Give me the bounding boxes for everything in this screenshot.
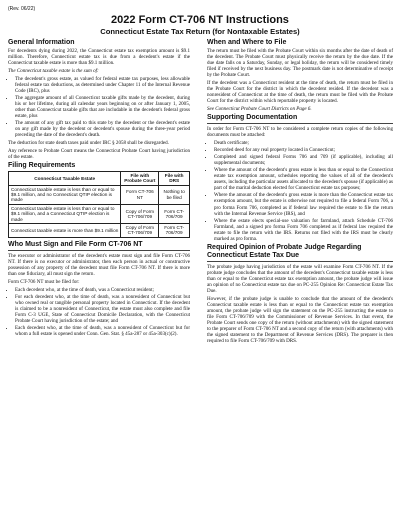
right-column [207, 39, 393, 346]
table-cell: Copy of Form CT-706/709 [121, 204, 159, 223]
general-info-paragraph: For decedents dying during 2022, the Connecticut estate tax exemption amount is $9.1 million. Therefore, Connecticut estate tax is due from a decedent's estate if the Connecticut taxable estate is more than $9.1 million. [8, 47, 190, 66]
taxable-estate-intro: The Connecticut taxable estate is the sum of: [8, 67, 99, 74]
table-row [9, 204, 190, 223]
list-item: • Recorded deed for any real property located in Connecticut; [214, 147, 393, 153]
list-item: • Where the amount of the decedent's gross estate is less than or equal to the Connecticut estate tax exemption amount, schedules reporting the values of all of the decedent's assets, including the particular assets allocated to the decedent's spouse (if applicable) as part of the marital deduction elected for Connecticut estate tax purposes; [214, 167, 393, 191]
list-item: • Where the amount of the decedent's gross estate is more than the Connecticut estate tax exemption amount, but the estate is otherwise not required to file a federal Form 706, a pro forma Form 706, completed as if federal law required the estate to file the return with the Internal Revenue Service (IRS), and [214, 192, 393, 216]
supporting-docs-intro: In order for Form CT-706 NT to be considered a complete return copies of the following documents must be attached: [207, 125, 393, 139]
opinion-paragraph-2: However, if the probate judge is unable to conclude that the amount of the decedent's Connecticut taxable estate is less than or equal to the Connecticut estate tax exemption amount, the probate judge will sign the statement on the PC-255 instructing the estate to file Form CT-706/709 with the Commissioner of Revenue Services. In that event, the Probate Court sends one copy of the return (without attachments) with the signed statement to the preparer of Form CT-706 NT and a second copy of the return (with attachments) with the signed statement to the Department of Revenue Services (DRS). The preparer is then required to file Form CT-706/709 with DRS. [207, 296, 393, 345]
taxable-estate-list [8, 76, 190, 138]
page-title: 2022 Form CT-706 NT Instructions [111, 14, 289, 26]
list-item: • Death certificate; [214, 140, 393, 146]
table-cell: Form CT-706/709 [159, 204, 190, 223]
list-item: • Where the estate elects special-use valuation for farmland, attach Schedule CT-706 Farmland, and a signed pro forma Form 706 completed as if federal law required the estate to file the return with the IRS. Returns not filed with the IRS must be clearly marked as pro forma. [214, 218, 393, 242]
list-item: • Each decedent who, at the time of death, was a nonresident of Connecticut but for whom a full estate is opened under Conn. Gen. Stat. § 45a-287 or 45a-303(c)(2). [15, 325, 190, 337]
table-cell: Connecticut taxable estate is more than $9.1 million [9, 224, 121, 238]
who-must-sign-heading: Who Must Sign and File Form CT-706 NT [8, 240, 143, 248]
districts-reference: See Connecticut Probate Court Districts on Page 6. [207, 105, 312, 112]
filing-requirements-heading: Filing Requirements [8, 162, 76, 170]
list-item: • The decedent's gross estate, as valued for federal estate tax purposes, less allowable federal estate tax deductions, as determined under Chapter 11 of the Internal Revenue Code (IRC), plus [15, 76, 190, 94]
table-cell: Connecticut taxable estate is less than or equal to $9.1 million, and a Connecticut QTIP election is made [9, 204, 121, 223]
opinion-paragraph: The probate judge having jurisdiction of the estate will examine Form CT-706 NT. If the probate judge concludes that the amount of the decedent's Connecticut taxable estate is less than or equal to the Connecticut estate tax exemption amount, the probate judge will issue an opinion of no Connecticut estate tax due on PC-255 Opinion Re: Connecticut Estate Tax Due. [207, 263, 393, 294]
supporting-docs-list [207, 140, 393, 242]
table-row [9, 224, 190, 238]
table-cell: Connecticut taxable estate is less than or equal to $9.1 million, and no Connecticut QTIP election is made [9, 185, 121, 204]
table-header-row [9, 171, 190, 185]
state-death-tax-note: The deduction for state death taxes paid under IRC § 2058 shall be disregarded. [8, 140, 169, 147]
when-where-paragraph: The return must be filed with the Probate Court within six months after the date of death of the decedent. The Probate Court must physically receive the return by the due date. If the due date falls on a Saturday, Sunday, or legal holiday, the return will be considered timely filed if received by the next business day. The postmark date is not determinative of receipt by the Probate Court. [207, 47, 393, 78]
residency-paragraph: If the decedent was a Connecticut resident at the time of death, the return must be filed in the Probate Court for the district in which the decedent resided. If the decedent was a nonresident of Connecticut at the time of death, the return must be filed with the Probate Court for the district within which reportable property is located. [207, 79, 393, 104]
revision-date: (Rev. 06/22) [8, 6, 36, 12]
general-info-heading: General Information [8, 39, 75, 46]
supporting-docs-heading: Supporting Documentation [207, 113, 298, 121]
list-item: • Each decedent who, at the time of death, was a Connecticut resident; [15, 287, 190, 293]
table-row [9, 185, 190, 204]
table-cell: Form CT-706/709 [159, 224, 190, 238]
list-item: • The amount of any gift tax paid to this state by the decedent or the decedent's estate on any gift made by the decedent or decedent's spouse during the three-year period preceding the date of the decedent's death. [15, 120, 190, 138]
section-divider [207, 123, 393, 124]
table-cell: Form CT-706 NT [121, 185, 159, 204]
list-item: • The aggregate amount of all Connecticut taxable gifts made by the decedent, during his or her lifetime, during all calendar years beginning on or after January 1, 2005, other than Connecticut taxable gifts that are includable in the decedent's federal gross estate, plus [15, 95, 190, 119]
who-must-sign-paragraph: The executor or administrator of the decedent's estate must sign and file Form CT-706 NT. If there is no executor or administrator, then each person in actual or constructive possession of any property of the decedent must file Form CT-706 NT. If there is more than one fiduciary, all must sign the return. [8, 252, 190, 277]
filing-requirements-table [8, 171, 190, 238]
page-subtitle: Connecticut Estate Tax Return (for Nontaxable Estates) [100, 27, 300, 36]
opinion-heading: Required Opinion of Probate Judge Regarding Connecticut Estate Tax Due [207, 243, 362, 259]
section-divider [207, 261, 393, 262]
probate-court-note: Any reference to Probate Court means the Connecticut Probate Court having jurisdiction of the estate. [8, 148, 190, 161]
section-divider [8, 250, 190, 251]
list-item: • Completed and signed federal Forms 706 and 709 (if applicable), including all supplemental documents; [214, 154, 393, 166]
when-where-heading: When and Where to File [207, 39, 287, 46]
column-header: Connecticut Taxable Estate [9, 171, 121, 185]
must-be-filed-intro: Form CT-706 NT must be filed for: [8, 279, 80, 286]
table-cell: Nothing to be filed [159, 185, 190, 204]
list-item: • For each decedent who, at the time of death, was a nonresident of Connecticut but who owned real or tangible personal property located in Connecticut. If the decedent is claimed to be a nonresident of Connecticut, the estate must also complete and file Form C-3 UGE, State of Connecticut Domicile Declaration, with the Connecticut Probate Court having jurisdiction of the estate; and [15, 294, 190, 324]
table-cell: Copy of Form CT-706/709 [121, 224, 159, 238]
left-column [8, 39, 190, 339]
must-be-filed-list [8, 287, 190, 337]
column-header: File with DRS [159, 171, 190, 185]
column-header: File with Probate Court [121, 171, 159, 185]
